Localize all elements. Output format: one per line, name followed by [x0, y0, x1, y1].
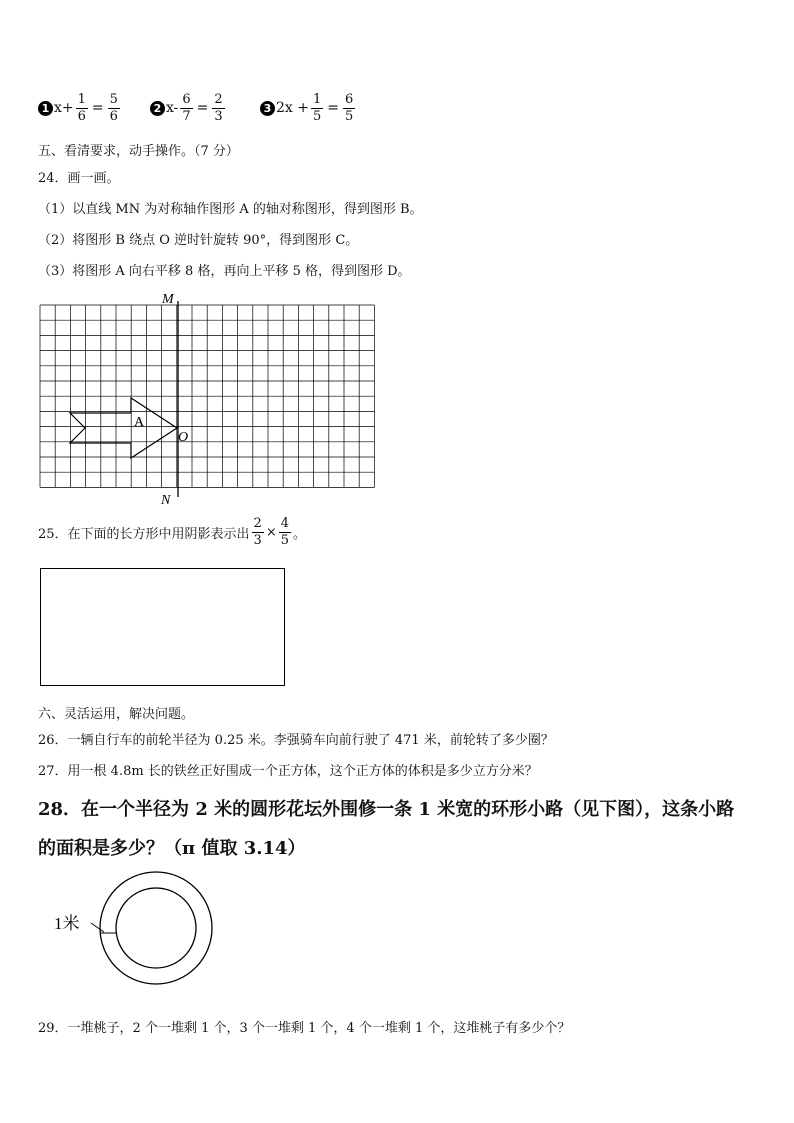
grid-figure	[30, 285, 390, 510]
equation-2	[150, 88, 227, 128]
question-item: （1）以直线 MN 为对称轴作图形 A 的轴对称图形，得到图形 B。	[38, 202, 423, 217]
ring-figure	[48, 865, 218, 995]
denominator: 6	[77, 108, 86, 124]
fraction	[212, 92, 224, 125]
fraction	[180, 92, 192, 125]
circled-number: 1	[38, 101, 53, 116]
question-29: 29．一堆桃子，2 个一堆剩 1 个，3 个一堆剩 1 个，4 个一堆剩 1 个，这堆桃子有多少个？	[38, 1021, 571, 1036]
numerator: 5	[109, 91, 118, 107]
fraction	[311, 92, 323, 125]
numerator: 1	[312, 91, 322, 107]
equals-sign: =	[196, 100, 209, 116]
numerator: 4	[280, 516, 290, 531]
circled-number: 2	[150, 101, 165, 116]
denominator: 5	[345, 108, 354, 124]
question-item: （2）将图形 B 绕点 O 逆时针旋转 90°，得到图形 C。	[38, 233, 359, 248]
equation-3	[260, 88, 357, 128]
ring-width-label: 1米	[54, 914, 80, 933]
question-title: 24．画一画。	[38, 171, 120, 186]
label-leader	[91, 923, 104, 932]
question-26: 26．一辆自行车的前轮半径为 0.25 米。李强骑车向前行驶了 471 米，前轮转了多少圈？	[38, 733, 554, 748]
denominator: 5	[312, 108, 322, 124]
numerator: 2	[214, 91, 223, 107]
fraction	[76, 92, 88, 125]
numerator: 1	[77, 91, 86, 107]
fraction	[108, 92, 120, 125]
numerator: 6	[345, 91, 354, 107]
section-heading: 六、灵活运用，解决问题。	[38, 707, 195, 722]
denominator: 3	[253, 533, 262, 548]
label-m: M	[162, 292, 174, 307]
section-heading: 五、看清要求，动手操作。（7 分）	[38, 144, 239, 159]
label-a: A	[134, 415, 145, 430]
question-text: 25．在下面的长方形中用阴影表示出	[38, 527, 250, 542]
equation-1	[38, 88, 122, 128]
question-item: （3）将图形 A 向右平移 8 格，再向上平移 5 格，得到图形 D。	[38, 264, 411, 279]
denominator: 5	[280, 533, 290, 548]
outer-circle	[100, 872, 212, 984]
answer-rectangle	[40, 568, 285, 686]
inner-circle	[116, 888, 196, 968]
times-sign: ×	[265, 525, 277, 540]
label-n: N	[161, 493, 171, 508]
question-27: 27．用一根 4.8m 长的铁丝正好围成一个正方体，这个正方体的体积是多少立方分米？	[38, 764, 538, 779]
denominator: 6	[109, 108, 118, 124]
denominator: 7	[182, 108, 191, 124]
period: 。	[293, 527, 307, 542]
circled-number: 3	[260, 101, 275, 116]
equals-sign: =	[327, 100, 339, 116]
fraction	[252, 516, 264, 549]
fraction	[343, 92, 355, 125]
label-o: O	[178, 430, 189, 445]
denominator: 3	[214, 108, 223, 124]
question-25	[38, 516, 306, 549]
numerator: 2	[253, 516, 262, 531]
grid-lines	[40, 305, 374, 487]
figure-a	[70, 398, 177, 458]
equals-sign: =	[91, 100, 104, 116]
numerator: 6	[182, 91, 191, 107]
question-28-line2: 的面积是多少？（π 值取 3.14）	[38, 838, 306, 859]
equation-term: 2x +	[276, 100, 309, 116]
equation-term: x+	[54, 100, 74, 116]
fraction	[279, 516, 291, 549]
equation-term: x-	[166, 100, 179, 116]
question-28-line1: 28．在一个半径为 2 米的圆形花坛外围修一条 1 米宽的环形小路（见下图），这条小路	[38, 799, 735, 820]
